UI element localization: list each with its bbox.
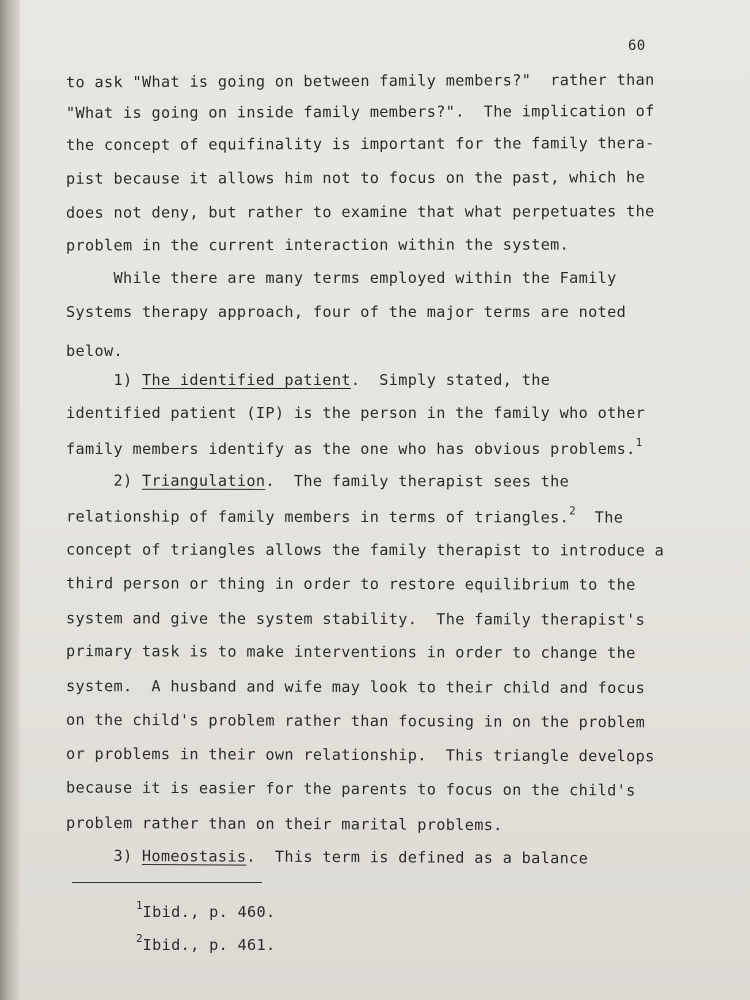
footnote-2: $^2$Ibid., p. 461.	[136, 932, 276, 954]
body-line: While there are many terms employed within the Family	[66, 269, 617, 287]
term-homeostasis: Homeostasis	[141, 847, 247, 866]
footnote-ref-1: 1	[635, 436, 643, 449]
body-line: system and give the system stability. The family therapist's	[65, 609, 646, 629]
body-line: relationship of family members in terms of triangles.$^2$ The	[65, 504, 624, 527]
page-number: 60	[628, 38, 646, 54]
footnote-1: $^1$Ibid., p. 460.	[136, 899, 276, 921]
footnote-number: 1	[136, 899, 143, 912]
body-line: on the child's problem rather than focusing in on the problem	[65, 710, 646, 732]
body-line: identified patient (IP) is the person in the family who other	[66, 404, 646, 422]
footnote-ref-2: 2	[569, 504, 576, 518]
body-line: primary task is to make interventions in order to change the	[65, 642, 636, 662]
body-line: pist because it allows him not to focus on the past, which he	[65, 168, 646, 188]
body-line: the concept of equifinality is important for the family thera-	[65, 133, 655, 155]
footnote-rule	[72, 882, 262, 883]
term-identified-patient: The identified patient	[141, 371, 351, 389]
body-line: or problems in their own relationship. This triangle develops	[65, 744, 655, 766]
body-line: concept of triangles allows the family therapist to introduce a	[65, 540, 665, 560]
footnote-number: 2	[136, 932, 143, 945]
body-line: problem rather than on their marital problems.	[65, 813, 503, 835]
body-line: below.	[66, 342, 123, 360]
body-line: Systems therapy approach, four of the major terms are noted	[66, 303, 627, 321]
body-line: third person or thing in order to restore equilibrium to the	[65, 574, 636, 594]
term-triangulation: Triangulation	[141, 471, 266, 490]
body-line: does not deny, but rather to examine that what perpetuates the	[65, 202, 655, 222]
body-line: "What is going on inside family members?". The implication of	[65, 101, 655, 123]
body-line: because it is easier for the parents to focus on the child's	[65, 778, 636, 800]
binding-shadow	[0, 0, 20, 1000]
body-line: family members identify as the one who has obvious problems.$^1$	[66, 436, 643, 458]
body-line: to ask "What is going on between family members?" rather than	[65, 70, 655, 92]
body-line: system. A husband and wife may look to their child and focus	[65, 676, 646, 698]
term-heading-homeostasis: 3) Homeostasis. This term is defined as a balance	[65, 846, 589, 868]
body-line: problem in the current interaction within the system.	[65, 235, 570, 255]
term-heading-triangulation: 2) Triangulation. The family therapist sees the	[65, 471, 570, 491]
term-heading-identified-patient: 1) The identified patient. Simply stated, the	[66, 371, 551, 389]
